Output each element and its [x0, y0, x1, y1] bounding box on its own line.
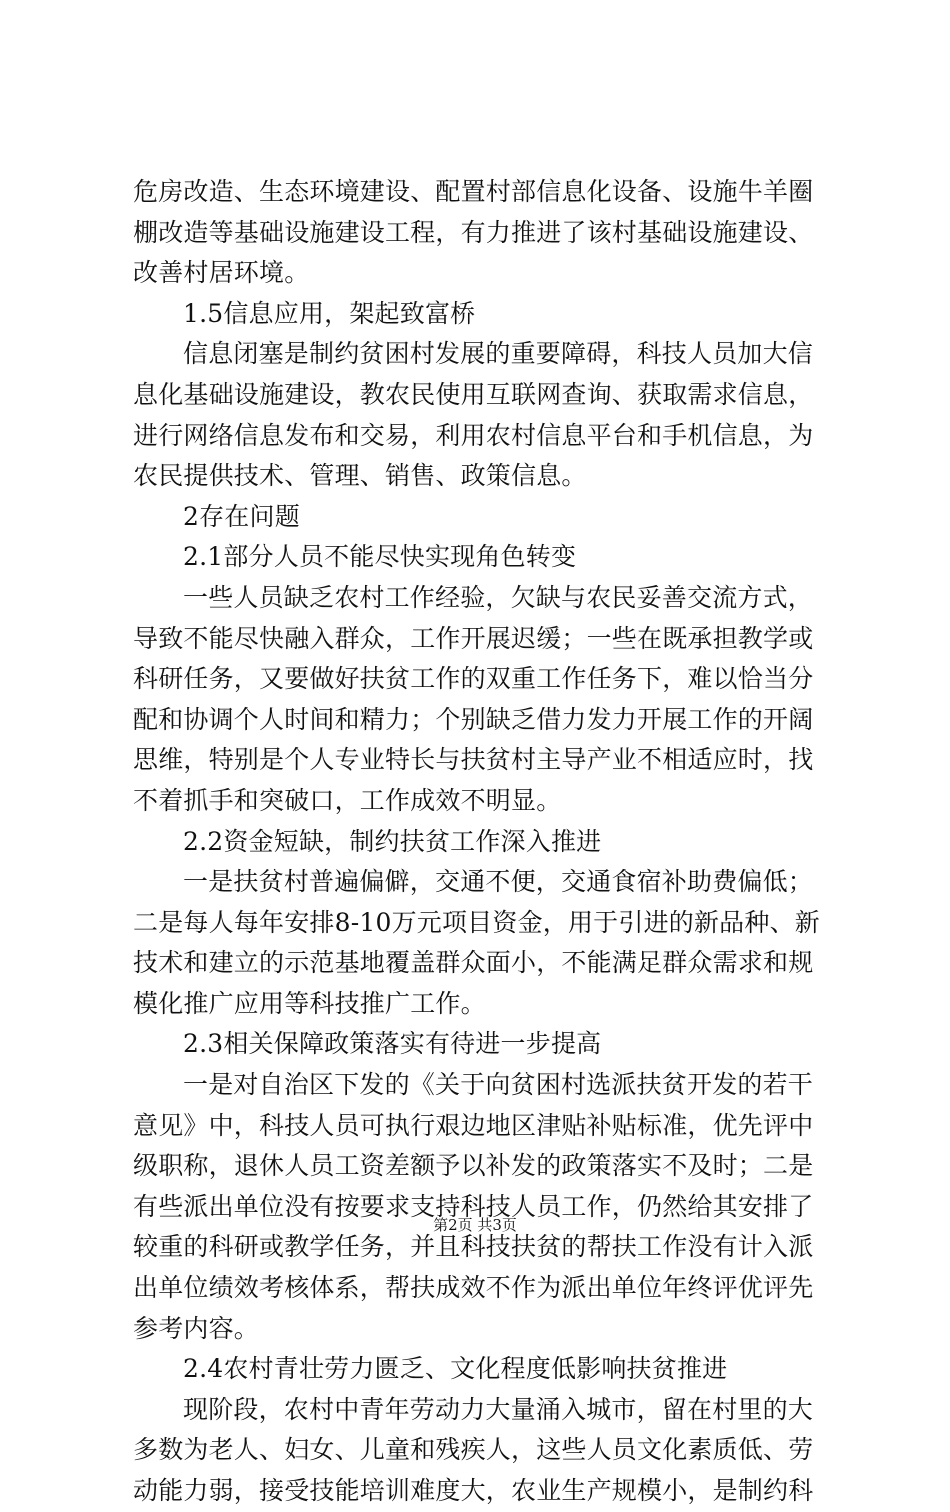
text-line: 较重的科研或教学任务，并且科技扶贫的帮扶工作没有计入派 — [133, 1232, 814, 1262]
text-line: 1.5信息应用，架起致富桥 — [183, 298, 476, 328]
text-line: 科研任务，又要做好扶贫工作的双重工作任务下，难以恰当分 — [133, 664, 814, 694]
text-line: 棚改造等基础设施建设工程，有力推进了该村基础设施建设、 — [133, 217, 814, 247]
text-line: 配和协调个人时间和精力；个别缺乏借力发力开展工作的开阔 — [133, 704, 814, 734]
text-line: 有些派出单位没有按要求支持科技人员工作，仍然给其安排了 — [133, 1191, 814, 1221]
document-body — [133, 172, 833, 1512]
text-line: 技术和建立的示范基地覆盖群众面小，不能满足群众需求和规 — [133, 948, 814, 978]
text-line: 参考内容。 — [133, 1313, 260, 1343]
text-line: 多数为老人、妇女、儿童和残疾人，这些人员文化素质低、劳 — [133, 1435, 814, 1465]
text-line: 危房改造、生态环境建设、配置村部信息化设备、设施牛羊圈 — [133, 177, 814, 206]
text-line: 导致不能尽快融入群众，工作开展迟缓；一些在既承担教学或 — [133, 623, 814, 653]
text-line: 不着抓手和突破口，工作成效不明显。 — [133, 785, 562, 815]
text-line: 一是对自治区下发的《关于向贫困村选派扶贫开发的若干 — [183, 1070, 814, 1100]
text-line: 进行网络信息发布和交易，利用农村信息平台和手机信息，为 — [133, 420, 814, 450]
text-line: 级职称，退休人员工资差额予以补发的政策落实不及时；二是 — [133, 1151, 814, 1181]
text-line: 二是每人每年安排8-10万元项目资金，用于引进的新品种、新 — [133, 907, 820, 937]
text-line: 信息闭塞是制约贫困村发展的重要障碍，科技人员加大信 — [183, 339, 814, 369]
text-line: 2存在问题 — [183, 501, 300, 531]
text-line: 2.2资金短缺，制约扶贫工作深入推进 — [183, 826, 602, 856]
text-line: 动能力弱，接受技能培训难度大，农业生产规模小，是制约科 — [133, 1476, 814, 1505]
text-line: 2.3相关保障政策落实有待进一步提高 — [183, 1029, 602, 1059]
text-line: 意见》中，科技人员可执行艰边地区津贴补贴标准，优先评中 — [133, 1110, 814, 1140]
text-line: 改善村居环境。 — [133, 258, 310, 288]
text-line: 思维，特别是个人专业特长与扶贫村主导产业不相适应时，找 — [133, 745, 814, 775]
text-line: 出单位绩效考核体系，帮扶成效不作为派出单位年终评优评先 — [133, 1273, 814, 1303]
text-line: 一些人员缺乏农村工作经验，欠缺与农民妥善交流方式， — [183, 582, 814, 612]
page-footer: 第2页 共3页 — [433, 1216, 517, 1234]
text-line: 一是扶贫村普遍偏僻，交通不便，交通食宿补助费偏低； — [183, 867, 814, 897]
text-line: 农民提供技术、管理、销售、政策信息。 — [133, 461, 587, 491]
text-line: 现阶段，农村中青年劳动力大量涌入城市，留在村里的大 — [183, 1394, 814, 1424]
text-line: 息化基础设施建设，教农民使用互联网查询、获取需求信息， — [133, 379, 814, 409]
text-line: 2.1部分人员不能尽快实现角色转变 — [183, 542, 577, 572]
text-line: 模化推广应用等科技推广工作。 — [133, 988, 486, 1018]
text-line: 2.4农村青壮劳力匮乏、文化程度低影响扶贫推进 — [183, 1354, 728, 1384]
